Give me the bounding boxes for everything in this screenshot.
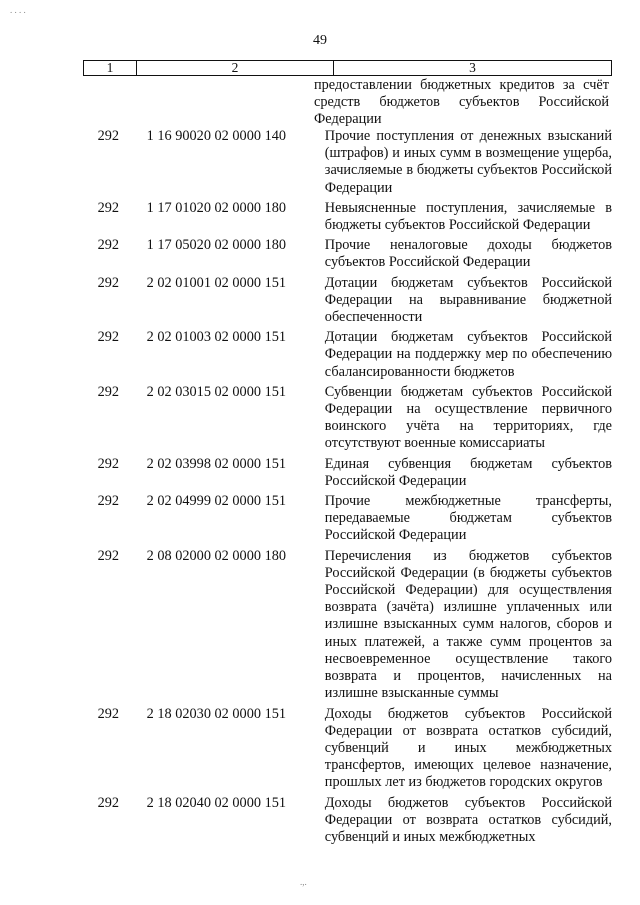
table-header bbox=[83, 60, 612, 76]
admin-code: 292 bbox=[97, 199, 120, 216]
table-row bbox=[83, 384, 612, 453]
admin-code: 292 bbox=[97, 329, 120, 346]
income-name: Прочие межбюджетные трансферты, передаваемые бюджетам субъектов Российской Федерации bbox=[324, 493, 612, 544]
admin-code: 292 bbox=[97, 128, 120, 144]
income-name: Доходы бюджетов субъектов Российской Федерации от возврата остатков субсидий, субвенций и иных межбюджетных трансфертов, имеющих целевое назначение, прошлых лет из бюджетов городских округов bbox=[324, 705, 612, 791]
admin-code: 292 bbox=[97, 794, 120, 811]
budget-code: 2 08 02000 02 0000 180 bbox=[146, 547, 287, 564]
budget-code: 2 02 04999 02 0000 151 bbox=[146, 493, 287, 510]
income-name: Доходы бюджетов субъектов Российской Федерации от возврата остатков субсидий, субвенций и иных межбюджетных bbox=[324, 794, 612, 845]
scan-speck: . . . . bbox=[10, 5, 26, 15]
table-row bbox=[83, 706, 612, 792]
income-name: Невыясненные поступления, зачисляемые в бюджеты субъектов Российской Федерации bbox=[324, 199, 612, 234]
admin-code: 292 bbox=[97, 705, 120, 722]
table-row bbox=[83, 548, 612, 703]
header-col-2: 2 bbox=[137, 61, 334, 75]
table-row bbox=[83, 128, 612, 197]
income-name: Дотации бюджетам субъектов Российской Федерации на выравнивание бюджетной обеспеченности bbox=[324, 274, 612, 326]
admin-code: 292 bbox=[97, 455, 120, 472]
admin-code: 292 bbox=[97, 547, 120, 564]
income-name: Перечисления из бюджетов субъектов Российской Федерации (в бюджеты субъектов Российской Федерации) для осуществления возврата (зачёта) излишне уплаченных или излишне взысканных сумм налогов, сборов и иных платежей, а также сумм процентов за несвоевременное осуществление такого возврата и процентов, начисленных на излишне взысканные суммы bbox=[324, 547, 612, 702]
scan-speck: .,. bbox=[300, 877, 307, 887]
admin-code: 292 bbox=[97, 383, 120, 400]
table-row bbox=[83, 329, 612, 381]
budget-code: 2 02 01001 02 0000 151 bbox=[146, 274, 287, 291]
admin-code: 292 bbox=[97, 274, 120, 291]
budget-code: 2 02 01003 02 0000 151 bbox=[146, 329, 287, 346]
income-name: Прочие поступления от денежных взысканий (штрафов) и иных сумм в возмещение ущерба, зачисляемые в бюджеты субъектов Российской Федерации bbox=[324, 128, 612, 196]
income-name: Субвенции бюджетам субъектов Российской Федерации на осуществление первичного воинского учёта на территориях, где отсутствуют военные комиссариаты bbox=[324, 383, 612, 452]
table-row bbox=[83, 237, 612, 271]
table-row bbox=[83, 456, 612, 490]
budget-code: 2 18 02030 02 0000 151 bbox=[146, 705, 287, 722]
budget-code: 1 16 90020 02 0000 140 bbox=[146, 128, 287, 144]
budget-code: 1 17 05020 02 0000 180 bbox=[146, 237, 287, 254]
page-number: 49 bbox=[313, 33, 327, 48]
income-name: Прочие неналоговые доходы бюджетов субъектов Российской Федерации bbox=[324, 237, 612, 271]
budget-code: 2 02 03015 02 0000 151 bbox=[146, 383, 287, 400]
admin-code: 292 bbox=[97, 493, 120, 510]
table-row bbox=[83, 795, 612, 847]
income-name: Дотации бюджетам субъектов Российской Федерации на поддержку мер по обеспечению сбалансированности бюджетов bbox=[324, 329, 612, 380]
budget-code: 1 17 01020 02 0000 180 bbox=[146, 199, 287, 216]
table-row bbox=[83, 200, 612, 234]
table-row bbox=[83, 493, 612, 545]
table-body bbox=[83, 128, 612, 849]
continuation-text: предоставлении бюджетных кредитов за счёт средств бюджетов субъектов Российской Федерации bbox=[314, 77, 609, 128]
header-col-1: 1 bbox=[84, 61, 137, 75]
header-col-3: 3 bbox=[469, 60, 476, 75]
table-row bbox=[83, 275, 612, 327]
income-name: Единая субвенция бюджетам субъектов Российской Федерации bbox=[324, 455, 612, 489]
budget-code: 2 02 03998 02 0000 151 bbox=[146, 455, 287, 472]
budget-code: 2 18 02040 02 0000 151 bbox=[146, 794, 287, 811]
admin-code: 292 bbox=[97, 237, 120, 254]
